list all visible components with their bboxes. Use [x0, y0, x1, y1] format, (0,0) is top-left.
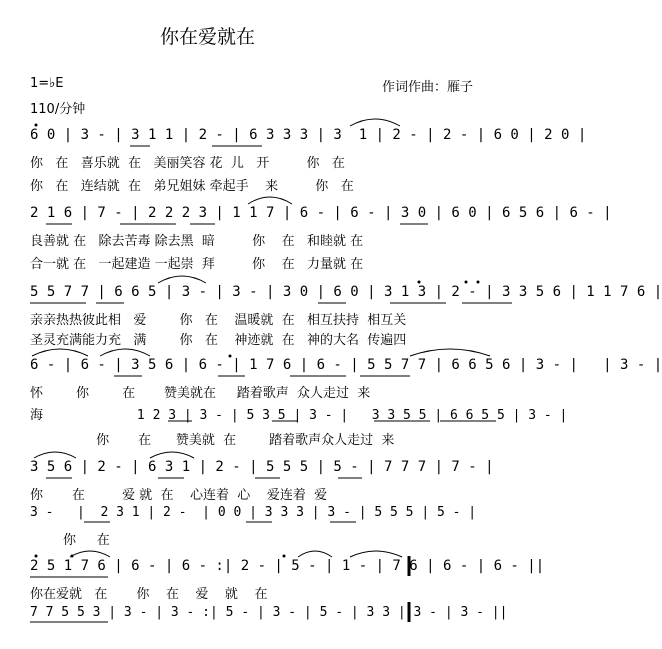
- tempo-marking: 110/分钟: [30, 102, 86, 117]
- tie-arc: [298, 551, 332, 557]
- system-5-lower-part: 3 - | 2 3 1 | 2 - | 0 0 | 3 3 3 | 3 - | 5 5 5 | 5 - |: [30, 505, 477, 520]
- system-3-lyric-1: 亲亲热热彼此相 爱 你 在 温暖就 在 相互扶持 相互关: [30, 313, 407, 328]
- system-2-lyric-2: 合一就 在 一起建造 一起崇 拜 你 在 力量就 在: [30, 257, 364, 272]
- tie-arc: [150, 452, 194, 458]
- system-6-lyric-1: 你在爱就 在 你 在 爱 就 在: [30, 587, 268, 602]
- system-1-notes: 6 0 | 3 - | 3 1 1 | 2 - | 6 3 3 3 | 3 1 | 2 - | 2 - | 6 0 | 2 0 |: [30, 127, 587, 143]
- tie-arc: [350, 551, 402, 557]
- system-6-notes: 2 5 1 7 6 | 6 - | 6 - :| 2 - | 5 - | 1 - | 7 6 | 6 - | 6 - ||: [30, 558, 545, 574]
- tie-arc: [70, 551, 110, 557]
- tie-arc: [350, 119, 400, 126]
- system-5-notes: 3 5 6 | 2 - | 6 3 1 | 2 - | 5 5 5 | 5 - | 7 7 7 | 7 - |: [30, 459, 494, 475]
- credits: 作词作曲：雁子: [382, 80, 474, 95]
- system-5-lyric-3: 你 在: [30, 533, 110, 548]
- system-2-notes: 2 1 6 | 7 - | 2 2 2 3 | 1 1 7 | 6 - | 6 - | 3 0 | 6 0 | 6 5 6 | 6 - |: [30, 205, 612, 221]
- system-4-lyric-3: 你 在 赞美就 在 踏着歌声众人走过 来: [30, 433, 395, 448]
- tie-arc: [410, 349, 490, 356]
- system-2-lyric-1: 良善就 在 除去苦毒 除去黑 暗 你 在 和睦就 在: [30, 234, 364, 249]
- system-5-lyric-1: 你 在 爱 就 在 心连着 心 爱连着 爱: [30, 488, 328, 503]
- key-signature: 1=♭E: [30, 76, 64, 91]
- song-title: 你在爱就在: [160, 26, 256, 48]
- tie-arc: [248, 197, 292, 204]
- tie-arc: [34, 452, 76, 458]
- system-6-lower-part: 7 7 5 5 3 | 3 - | 3 - :| 5 - | 3 - | 5 - | 3 3 | 3 - | 3 - ||: [30, 605, 508, 620]
- system-3-lyric-2: 圣灵充满能力充 满 你 在 神迹就 在 神的大名 传遍四: [30, 333, 407, 348]
- tie-arc: [158, 276, 206, 283]
- system-4-lower-part: 海 1 2 3 | 3 - | 5 3 5 | 3 - | 3 3 5 5 | 6 6 5 5 | 3 - |: [30, 408, 568, 423]
- system-1-lyric-2: 你 在 连结就 在 弟兄姐妹 牵起手 来 你 在: [30, 179, 354, 194]
- system-1-lyric-1: 你 在 喜乐就 在 美丽笑容 花 儿 开 你 在: [30, 156, 345, 171]
- system-4-lyric-1: 怀 你 在 赞美就在 踏着歌声 众人走过 来: [30, 386, 371, 401]
- system-3-notes: 5 5 7 7 | 6 6 5 | 3 - | 3 - | 3 0 | 6 0 | 3 1 3 | 2 - | 3 3 5 6 | 1 1 7 6 |: [30, 284, 662, 300]
- system-4-notes: 6 - | 6 - | 3 5 6 | 6 - | 1 7 6 | 6 - | 5 5 7 7 | 6 6 5 6 | 3 - | | 3 - |: [30, 357, 662, 373]
- tie-arc: [100, 349, 150, 356]
- tie-arc: [32, 349, 88, 356]
